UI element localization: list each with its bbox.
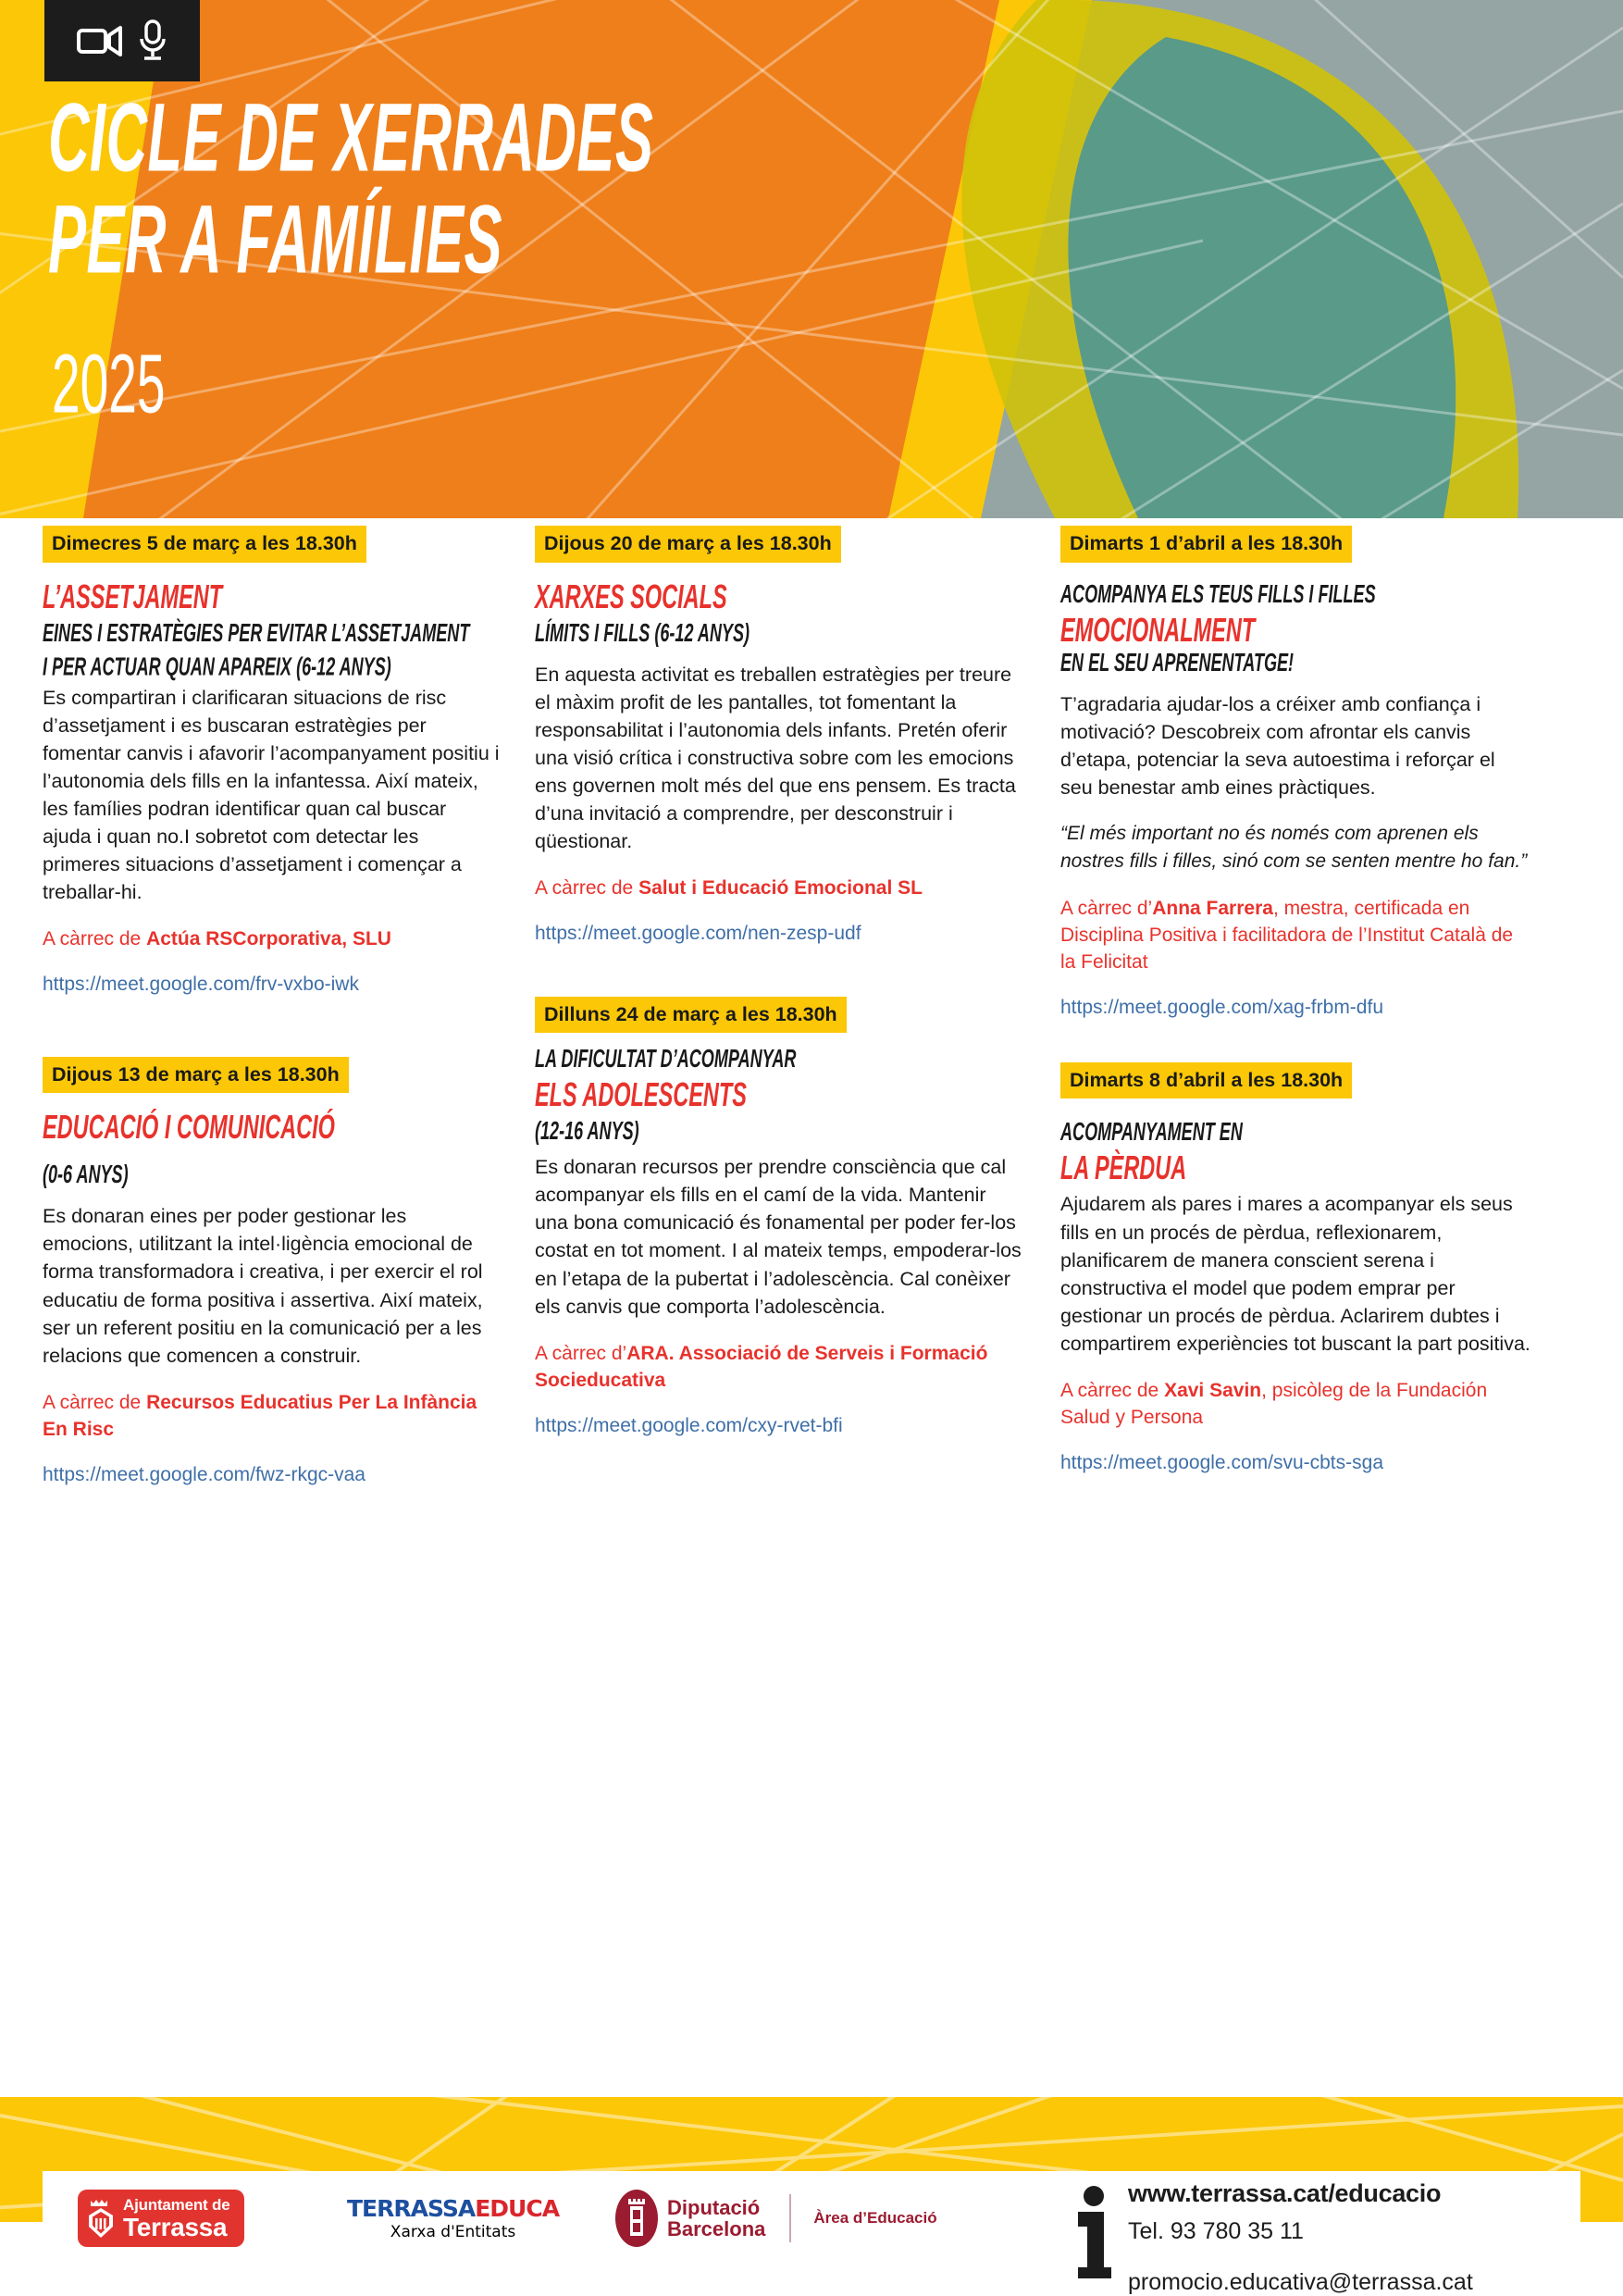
presenter-name: Salut i Educació Emocional SL — [638, 877, 923, 900]
logo-diputacio-barcelona — [615, 2190, 937, 2247]
session-title: L’ASSETJAMENT — [43, 577, 223, 616]
session-card-3 — [535, 526, 1023, 947]
presenter-name: Anna Farrera — [1152, 897, 1273, 919]
session-meeting-link[interactable]: https://meet.google.com/nen-zesp-udf — [535, 923, 861, 945]
presenter-name: Recursos Educatius Per La Infància En Risc — [43, 1391, 477, 1440]
session-subtitle: (0-6 ANYS) — [43, 1161, 129, 1190]
session-date-badge: Dijous 13 de març a les 18.30h — [43, 1057, 349, 1094]
session-meeting-link[interactable]: https://meet.google.com/xag-frbm-dfu — [1060, 996, 1383, 1018]
diputacio-line-1: Diputació — [667, 2195, 761, 2219]
session-subtitle: (12-16 ANYS) — [535, 1117, 639, 1147]
session-title: ELS ADOLESCENTS — [535, 1076, 747, 1114]
terrassa-educa-tagline: Xarxa d'Entitats — [390, 2223, 516, 2241]
contact-website[interactable]: www.terrassa.cat/educacio — [1128, 2179, 1442, 2207]
session-pretitle: ACOMPANYAMENT EN — [1060, 1119, 1243, 1148]
crown-icon — [90, 2199, 112, 2207]
logo-terrassa-educa — [347, 2197, 559, 2241]
title-line-2: PER A FAMÍLIES — [48, 185, 503, 294]
column-3 — [1047, 526, 1571, 1515]
information-icon-dot — [1084, 2186, 1104, 2206]
session-presenter — [535, 1341, 1023, 1395]
terrassa-educa-part-red: EDUCA — [475, 2195, 560, 2222]
session-date-badge: Dimarts 8 d’abril a les 18.30h — [1060, 1062, 1352, 1099]
diputacio-wordmark — [667, 2197, 765, 2240]
presenter-prefix: A càrrec d’ — [1060, 897, 1153, 919]
ajuntament-line-1: Ajuntament de — [123, 2195, 230, 2214]
ajuntament-wordmark — [123, 2197, 229, 2240]
contact-telephone: Tel. 93 780 35 11 — [1128, 2217, 1304, 2244]
session-quote: “El més important no és només com aprenen els nostres fills i filles, sinó com se senten mentre ho fan.” — [1060, 823, 1528, 872]
title-year: 2025 — [52, 337, 166, 431]
session-card-4 — [535, 997, 1023, 1438]
presenter-name: Actúa RSCorporativa, SLU — [146, 928, 391, 950]
session-title: EMOCIONALMENT — [1060, 611, 1256, 650]
session-presenter — [43, 1390, 500, 1444]
session-meeting-link[interactable]: https://meet.google.com/fwz-rkgc-vaa — [43, 1463, 365, 1485]
session-meeting-link[interactable]: https://meet.google.com/svu-cbts-sga — [1060, 1451, 1383, 1473]
diputacio-line-2: Barcelona — [667, 2217, 766, 2240]
presenter-suffix: , psicòleg de la Fundación Salud y Persona — [1060, 1380, 1488, 1428]
session-date-badge: Dijous 20 de març a les 18.30h — [535, 526, 841, 563]
title-line-1: CICLE DE XERRADES — [48, 83, 654, 192]
microphone-icon — [137, 19, 168, 63]
diputacio-area-label: Àrea d’Educació — [813, 2209, 937, 2227]
session-meeting-link[interactable]: https://meet.google.com/cxy-rvet-bfi — [535, 1414, 843, 1436]
poster-footer — [0, 2175, 1623, 2296]
session-description: Es compartiran i clarificaran situacions de risc d’assetjament i es buscaran estratègies per fomentar canvis i afavorir l’acompanyament positiu i l’autonomia dels fills en la infantessa. Així mateix, les famílies podran identificar quan cal buscar ajuda i quan no.I sobretot com detectar les primeres situacions d’assetjament i començar a treballar-hi. — [43, 686, 500, 904]
presenter-prefix: A càrrec de — [43, 1391, 147, 1413]
presenter-prefix: A càrrec de — [1060, 1380, 1165, 1401]
divider — [789, 2194, 791, 2242]
diputacio-crest-icon — [615, 2190, 658, 2247]
session-subtitle: EN EL SEU APRENENTATGE! — [1060, 649, 1295, 677]
poster-title — [48, 83, 737, 431]
contact-email[interactable]: promocio.educativa@terrassa.cat — [1128, 2269, 1473, 2296]
session-description: T’agradaria ajudar-los a créixer amb confiança i motivació? Descobreix com afrontar els canvis d’etapa, potenciar la seva autoestima i reforçar el seu benestar amb eines pràctiques. — [1060, 692, 1495, 799]
video-mic-badge — [44, 0, 200, 81]
session-presenter — [1060, 896, 1530, 976]
session-description: Es donaran eines per poder gestionar les emocions, utilitzant la intel·ligència emocional de forma transformadora i creativa, i per exercir el rol educatiu de forma positiva i assertiva. Així mateix, ser un referent positiu en la comunicació per a les relacions que comencen a construir. — [43, 1205, 483, 1367]
information-icon-stem — [1078, 2212, 1111, 2278]
presenter-name: ARA. Associació de Serveis i Formació Socieducativa — [535, 1342, 988, 1391]
session-date-badge: Dimarts 1 d’abril a les 18.30h — [1060, 526, 1352, 563]
session-card-2 — [43, 1057, 500, 1487]
sessions-grid — [0, 526, 1623, 1515]
shield-icon — [89, 2208, 113, 2238]
session-presenter — [1060, 1378, 1530, 1432]
session-meeting-link[interactable]: https://meet.google.com/frv-vxbo-iwk — [43, 974, 359, 996]
terrassa-educa-wordmark — [347, 2197, 559, 2220]
session-pretitle: LA DIFICULTAT D’ACOMPANYAR — [535, 1045, 797, 1074]
presenter-prefix: A càrrec de — [535, 877, 639, 900]
contact-info-block — [1078, 2180, 1473, 2296]
session-description: En aquesta activitat es treballen estratègies per treure el màxim profit de les pantalles, tot fomentant la responsabilitat i l’autonomia dels infants. Pretén oferir una visió crítica i constructiva sobre com les emocions ens governen molt més del que ens pensem. Es tracta d’una invitació a comprendre, per desconstruir i qüestionar. — [535, 663, 1016, 853]
session-title: XARXES SOCIALS — [535, 577, 727, 616]
column-1 — [0, 526, 524, 1515]
information-icon — [1078, 2180, 1109, 2296]
contact-details — [1128, 2180, 1473, 2296]
terrassa-shield-icon — [87, 2199, 115, 2238]
terrassa-educa-part-blue: TERRASSA — [347, 2195, 476, 2222]
logo-ajuntament-terrassa — [78, 2190, 244, 2247]
presenter-suffix: , mestra, certificada en Disciplina Positiva i facilitadora de l’Institut Català de la Felicitat — [1060, 897, 1514, 973]
session-date-badge: Dimecres 5 de març a les 18.30h — [43, 526, 366, 563]
presenter-name: Xavi Savin — [1164, 1380, 1262, 1401]
session-title: LA PÈRDUA — [1060, 1149, 1187, 1188]
poster-header — [0, 0, 1623, 518]
session-title: EDUCACIÓ I COMUNICACIÓ — [43, 1109, 335, 1147]
presenter-prefix: A càrrec d’ — [535, 1342, 627, 1364]
session-presenter — [535, 875, 1023, 902]
diputacio-tower-icon — [623, 2197, 650, 2240]
session-subtitle: LÍMITS I FILLS (6-12 ANYS) — [535, 619, 750, 648]
session-description: Ajudarem als pares i mares a acompanyar els seus fills en un procés de pèrdua, reflexionarem, planificarem de manera conscient serena i constructiva el model que podem emprar per gestionar un procés de pèrdua. Aclarirem dubtes i compartirem experiències tot buscant la part positiva. — [1060, 1193, 1530, 1355]
session-card-5 — [1060, 526, 1530, 1020]
information-icon-base — [1078, 2267, 1111, 2278]
presenter-prefix: A càrrec de — [43, 928, 147, 950]
session-date-badge: Dilluns 24 de març a les 18.30h — [535, 997, 847, 1034]
video-camera-icon — [76, 23, 124, 58]
session-description: Es donaran recursos per prendre consciència que cal acompanyar els fills en el camí de la vida. Mantenir una bona comunicació és fonamental per poder fer-los costat en tot moment. I al mateix temps, empoderar-los en l’etapa de la pubertat i l’adolescència. Cal conèixer els canvis que comporta l’adolescència. — [535, 1156, 1022, 1318]
ajuntament-line-2: Terrassa — [123, 2212, 228, 2241]
session-subtitle: EINES I ESTRATÈGIES PER EVITAR L’ASSETJAMENT I PER ACTUAR QUAN APAREIX (6-12 ANYS) — [43, 619, 470, 682]
session-card-1 — [43, 526, 500, 998]
session-card-6 — [1060, 1062, 1530, 1475]
session-presenter — [43, 926, 500, 953]
column-2 — [524, 526, 1047, 1515]
session-pretitle: ACOMPANYA ELS TEUS FILLS I FILLES — [1060, 580, 1376, 609]
